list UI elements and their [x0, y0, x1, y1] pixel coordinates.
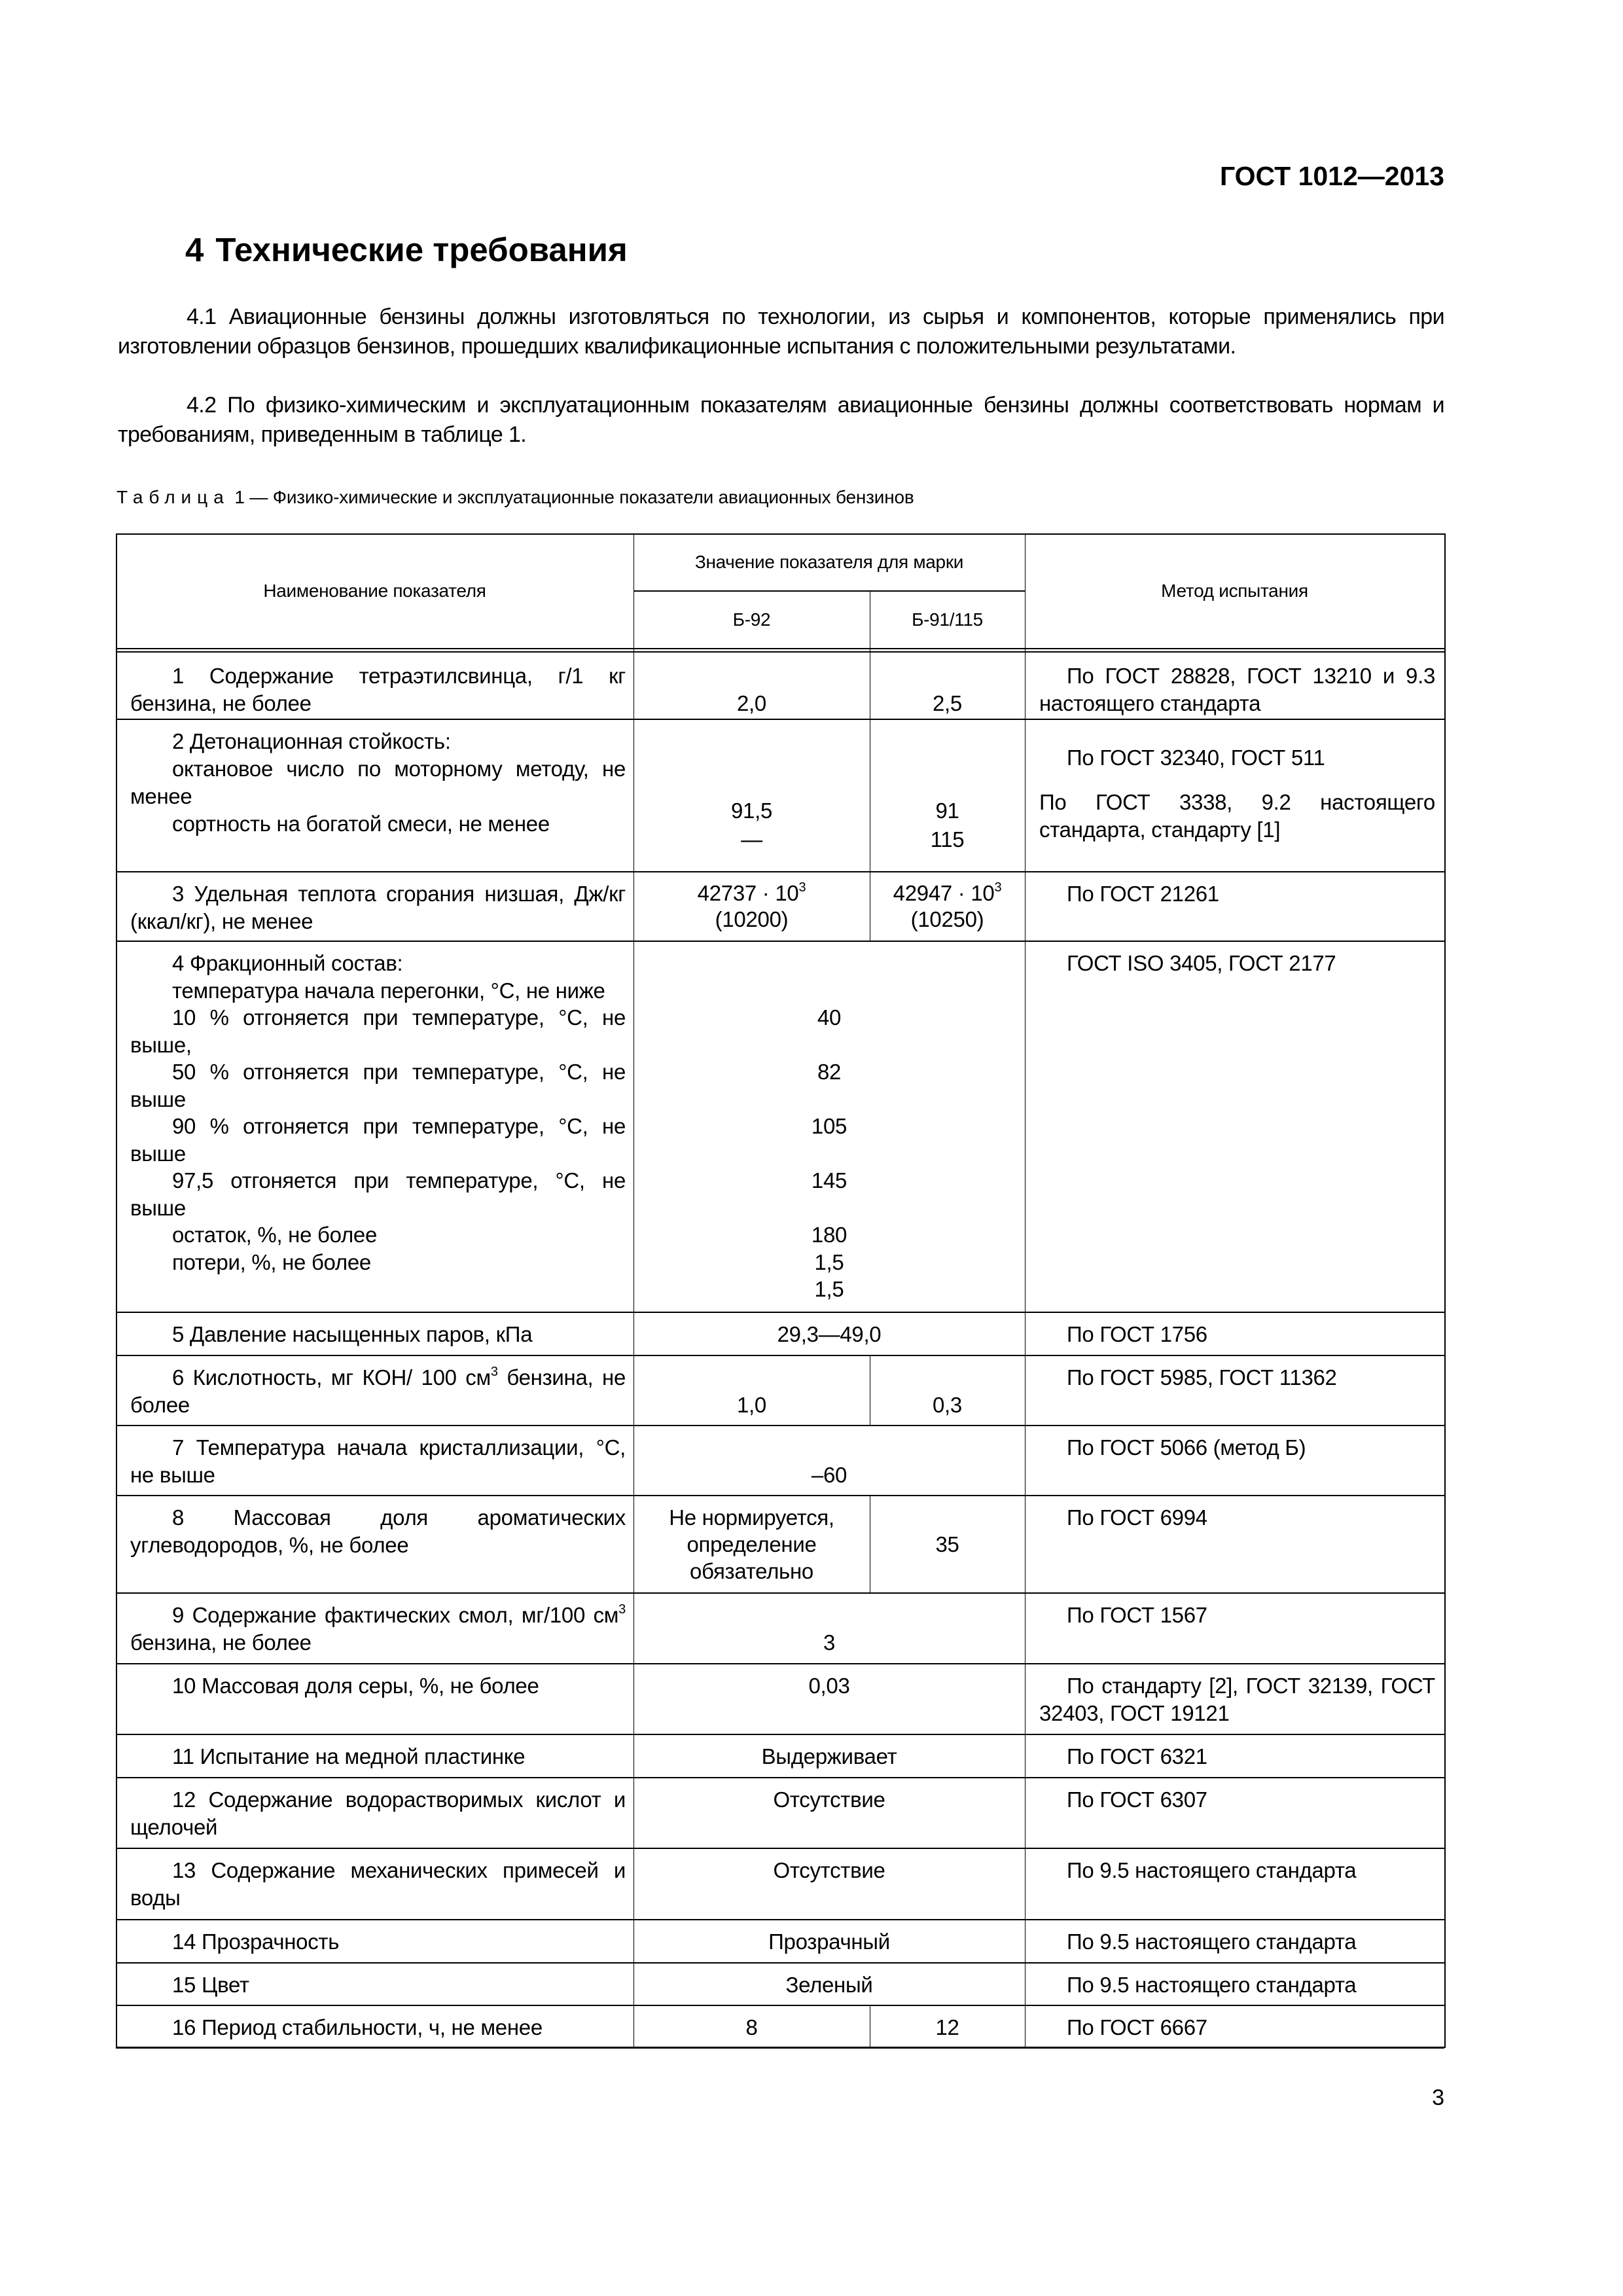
row-14-common-value: Прозрачный: [768, 1929, 890, 1954]
row-1-method: По ГОСТ 28828, ГОСТ 13210 и 9.3 настоящего стандарта: [1039, 664, 1435, 715]
row-15-common-value: Зеленый: [785, 1973, 873, 1997]
row-11-name: 11 Испытание на медной пластинке: [172, 1744, 526, 1768]
row-12-common-value: Отсутствие: [773, 1787, 885, 1812]
section-number: 4: [185, 231, 204, 268]
row-6-method: По ГОСТ 5985, ГОСТ 11362: [1067, 1365, 1337, 1390]
row-14-method: По 9.5 настоящего стандарта: [1067, 1929, 1357, 1954]
row-3-b91: [870, 871, 1025, 933]
row-3-method: По ГОСТ 21261: [1067, 882, 1219, 906]
row-16-b91: 12: [935, 2015, 959, 2039]
row-1-name: 1 Содержание тетраэтилсвинца, г/1 кг бензина, не более: [130, 664, 626, 715]
row-8-b92: Не нормируется, определение обязательно: [669, 1505, 834, 1583]
row-1-b91: 2,5: [933, 691, 962, 715]
row-14-name: 14 Прозрачность: [172, 1929, 340, 1954]
row-4-method: ГОСТ ISO 3405, ГОСТ 2177: [1067, 951, 1336, 975]
row-4-common-values: 40 82 105 145 180 1,5 1,5: [811, 1005, 847, 1301]
document-header-id: ГОСТ 1012—2013: [1219, 161, 1444, 191]
section-title-text: Технические требования: [215, 231, 628, 268]
row-10-method: По стандарту [2], ГОСТ 32139, ГОСТ 32403, ГОСТ 19121: [1039, 1674, 1435, 1725]
row-5-name: 5 Давление насыщенных паров, кПа: [172, 1322, 533, 1346]
row-5-common-value: 29,3—49,0: [777, 1322, 882, 1346]
row-15-method: По 9.5 настоящего стандарта: [1067, 1973, 1357, 1997]
paragraph-4-2: 4.2 По физико-химическим и эксплуатационным показателям авиационные бензины должны соответствовать нормам и требованиям, приведенным в таблице 1.: [118, 393, 1444, 447]
row-9-common-value: 3: [823, 1630, 836, 1655]
row-11-common-value: Выдерживает: [761, 1744, 897, 1768]
row-3-b92: [633, 871, 870, 933]
table-caption: [116, 487, 914, 508]
table-caption-text: Физико-химические и эксплуатационные показатели авиационных бензинов: [272, 487, 914, 507]
row-8-b91: 35: [935, 1532, 959, 1556]
row-15-name: 15 Цвет: [172, 1973, 249, 1997]
row-13-name: 13 Содержание механических примесей и воды: [130, 1858, 626, 1910]
header-method: Метод испытания: [1161, 581, 1308, 601]
row-11-method: По ГОСТ 6321: [1067, 1744, 1207, 1768]
row-16-b92: 8: [745, 2015, 758, 2039]
row-9-name: 9 Содержание фактических смол, мг/100 $см^3$ бензина, не более: [130, 1602, 626, 1655]
requirements-table: [116, 533, 1444, 2047]
row-12-method: По ГОСТ 6307: [1067, 1787, 1207, 1812]
row-3-b92-kcal: (10200): [715, 907, 789, 931]
row-6-b92: 1,0: [737, 1393, 766, 1417]
row-1-b92: 2,0: [737, 691, 766, 715]
row-10-common-value: 0,03: [808, 1674, 850, 1698]
row-10-name: 10 Массовая доля серы, %, не более: [172, 1674, 539, 1698]
header-double-line-2: [116, 651, 1444, 653]
row-5-method: По ГОСТ 1756: [1067, 1322, 1207, 1346]
table-border-bottom: [116, 2047, 1444, 2049]
page-number: 3: [1432, 2085, 1444, 2110]
row-3-name: 3 Удельная теплота сгорания низшая, Дж/кг (ккал/кг), не менее: [130, 882, 626, 933]
row-3-b91-joules: $42947 \cdot 10^3$: [893, 880, 1002, 905]
row-6-b91: 0,3: [933, 1393, 962, 1417]
row-3-b92-joules: $42737 \cdot 10^3$: [697, 880, 806, 905]
row-9-method: По ГОСТ 1567: [1067, 1603, 1207, 1627]
table-caption-label: Таблица: [116, 487, 230, 507]
section-title: [185, 230, 628, 269]
row-8-name: 8 Массовая доля ароматических углеводородов, %, не более: [130, 1505, 626, 1557]
table-border-right: [1444, 533, 1446, 2048]
row-7-method: По ГОСТ 5066 (метод Б): [1067, 1435, 1306, 1460]
row-6-name: 6 Кислотность, мг КОН/ 100 $см^3$ бензина, не более: [130, 1365, 626, 1417]
header-grade-b92: Б-92: [732, 609, 771, 630]
table-caption-number: 1: [234, 487, 245, 507]
header-grade-b91-115: Б-91/115: [912, 609, 983, 630]
row-2-b91: 91 115: [930, 798, 965, 852]
header-value-group: Значение показателя для марки: [694, 552, 964, 572]
row-2-method: По ГОСТ 32340, ГОСТ 511 По ГОСТ 3338, 9.2 настоящего стандарта, стандарту [1]: [1039, 745, 1435, 842]
row-16-method: По ГОСТ 6667: [1067, 2015, 1207, 2039]
paragraph-4-1: 4.1 Авиационные бензины должны изготовляться по технологии, из сырья и компонентов, которые применялись при изготовлении образцов бензинов, прошедших квалификационные испытания с положительными результатами.: [118, 304, 1444, 359]
row-7-common-value: –60: [811, 1463, 847, 1487]
row-2-name: 2 Детонационная стойкость: октановое число по моторному методу, не менее сортность на богатой смеси, не менее: [130, 729, 626, 836]
header-name: Наименование показателя: [263, 581, 486, 601]
row-2-b92: 91,5 —: [730, 798, 773, 852]
row-12-name: 12 Содержание водорастворимых кислот и щелочей: [130, 1787, 626, 1839]
row-13-method: По 9.5 настоящего стандарта: [1067, 1858, 1357, 1882]
row-7-name: 7 Температура начала кристаллизации, °С, не выше: [130, 1435, 626, 1487]
table-caption-dash: —: [244, 487, 273, 507]
row-13-common-value: Отсутствие: [773, 1858, 885, 1882]
row-3-b91-kcal: (10250): [910, 907, 984, 931]
row-4-name: 4 Фракционный состав: температура начала перегонки, °С, не ниже 10 % отгоняется при температуре, °С, не выше, 50 % отгоняется при температуре, °С, не выше 90 % отгоняется при температуре, °С, не выше 97,5 отгоняется при температуре, °С, не выше остаток, %, не более потери, %, не более: [130, 951, 626, 1274]
row-16-name: 16 Период стабильности, ч, не менее: [172, 2015, 543, 2039]
row-8-method: По ГОСТ 6994: [1067, 1505, 1207, 1530]
